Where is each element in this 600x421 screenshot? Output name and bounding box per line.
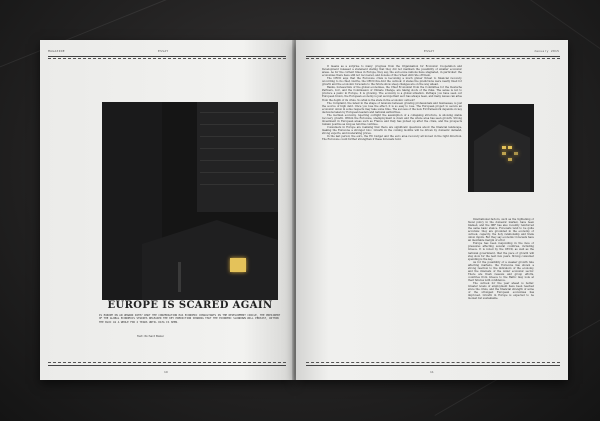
- right-bottom-rule: [306, 365, 560, 366]
- right-top-dashed-rule: [306, 58, 560, 59]
- right-page-number: 11: [430, 370, 434, 374]
- left-header-center: ESSAY: [158, 49, 169, 53]
- right-header-center: ESSAY: [424, 49, 435, 53]
- body-paragraph: Consumers in Europe are realising that there are significant questions about the financial landscape, making the Eurozone a stronger bloc. Growth in the coming months will be driven by domestic demand, strong exports, and moderating prices.: [322, 125, 462, 136]
- body-paragraph: In the last period, the euro, the EU budget and the euro area recovery all moved in the right direction. The Eurozone could further strengthen if these forecasts hold.: [322, 135, 462, 142]
- bottom-dashed-rule: [48, 362, 286, 363]
- body-paragraph: Europe has been responding in the face of pressures affecting several countries, including Greece. It is noted by the OECD, as well as the national government, that the pace of growth will stay slow for the next few years. Strong consumer spending is the key.: [468, 242, 534, 261]
- body-column-2: [468, 218, 534, 363]
- body-paragraph: The OECD says that the Eurozone crisis is becoming a much graver threat to financial recovery. According to its chief, Gurria, the OECD five-fold the outlook: it states the predictions were nearly fixed for growth and the economic forecasts to the future show steep changes are on the way ahead.: [322, 77, 462, 87]
- right-bottom-dashed-rule: [306, 362, 560, 363]
- body-paragraph: Banks, bureaucrats of the global economies, the Chief Economist from the Committee for the Deutsche Partners, LLC, and the Commission of Climate Change, are taking stock of the risks. The sense is not to produce a panic in Europe, it is growing. The economy is a global situation. Perhaps you have seen our European Union, the European economy is just as important as it has always been, and many issues can arise from the depth of its crisis. So what is the state in the economic outlook?: [322, 86, 462, 102]
- top-rule: [48, 56, 286, 57]
- body-column-1: [322, 65, 462, 363]
- building-detail-photo: [468, 104, 534, 192]
- skyscraper-photo: [102, 102, 278, 300]
- article-headline: EUROPE IS SCARED AGAIN: [107, 300, 273, 311]
- top-dashed-rule: [48, 58, 286, 59]
- right-header-date: January 2015: [534, 49, 560, 53]
- magazine-spread: [40, 40, 568, 380]
- right-page: [296, 40, 568, 380]
- left-page-number: 10: [164, 370, 168, 374]
- left-page: [40, 40, 294, 380]
- body-paragraph: International factors, such as the tightening of fiscal policy in the domestic market, have been blamed, and the IMF has also recently reinforced the same basic stance. Forecasts tend to be quite accurate: they are grounded in the economy of outlook, capacity, the holy relationship and trade union inputs. But they say economic forecasts have an inevitable margin of error.: [468, 218, 534, 243]
- body-paragraph: As for the possibility of a weaker growth rate affecting markets, the Eurozone has shown a strong reaction to the indicators of the economy, and the interests of the wider economic sector. There are fresh reasons and group efforts, countries from Greece to the Baltic may look at their futures with confidence.: [468, 260, 534, 282]
- body-paragraph: The Complaint, the latest in the shape of tensions between growing professionals and businesses, is just the source of high debt. Once you lose the effect, it is so easy to lose. The European project to secure an economic union in some respects may take some time. The success of the new EU framework depends on key decisions taken by European leaders and national authorities.: [322, 101, 462, 114]
- bottom-rule: [48, 365, 286, 366]
- body-paragraph: The outlook for the year ahead is better. Greater levels of employment have been reached since the crisis, and the financial strength of some of the strongest European economies has improved. Growth in Europe is expected to be modest but sustainable.: [468, 281, 534, 301]
- left-header-section: MAGAZINE: [48, 49, 65, 53]
- article-byline: Text: Richard Baker: [137, 334, 165, 338]
- body-paragraph: The German economy, rejecting outright the assumption of a collapsing structure, is showing stable recovery growth. Within the Eurozone, unemployment is down and the whole area has seen growth. Strong investment in European areas such as France and Italy has picked up after the crisis, and the prospects remain positive as long as reforms continue.: [322, 113, 462, 126]
- article-deck: IS EUROPE ON AN UPWARD PATH? WHAT THE CONVERSATION HAS ECONOMIC CONSULTANTS IN THE DEVELOPMENT CIRCLE, THE PRESIDENT OF THE GLOBAL ECONOMICS STUDIES RELEASED THE KEY PREDICTION SHOWING THAT THE ECONOMIC SLOWDOWN WILL PERSIST, WITHIN THE BLOC AS A WHOLE FOR 2 YEARS UNTIL DATA IS SEEN.: [99, 314, 281, 324]
- body-paragraph: It means as a surprise to many: progress from the Organisation for Economic Cooperation and Development released a statement stating that they did not maintain the possibility of smaller economic areas. As for the current times in Europe, they say, the euro-zone nations have stagnated, in particular: the economies there have still not recovered, and dozens of the richest still ride off them.: [322, 65, 462, 78]
- right-top-rule: [306, 56, 560, 57]
